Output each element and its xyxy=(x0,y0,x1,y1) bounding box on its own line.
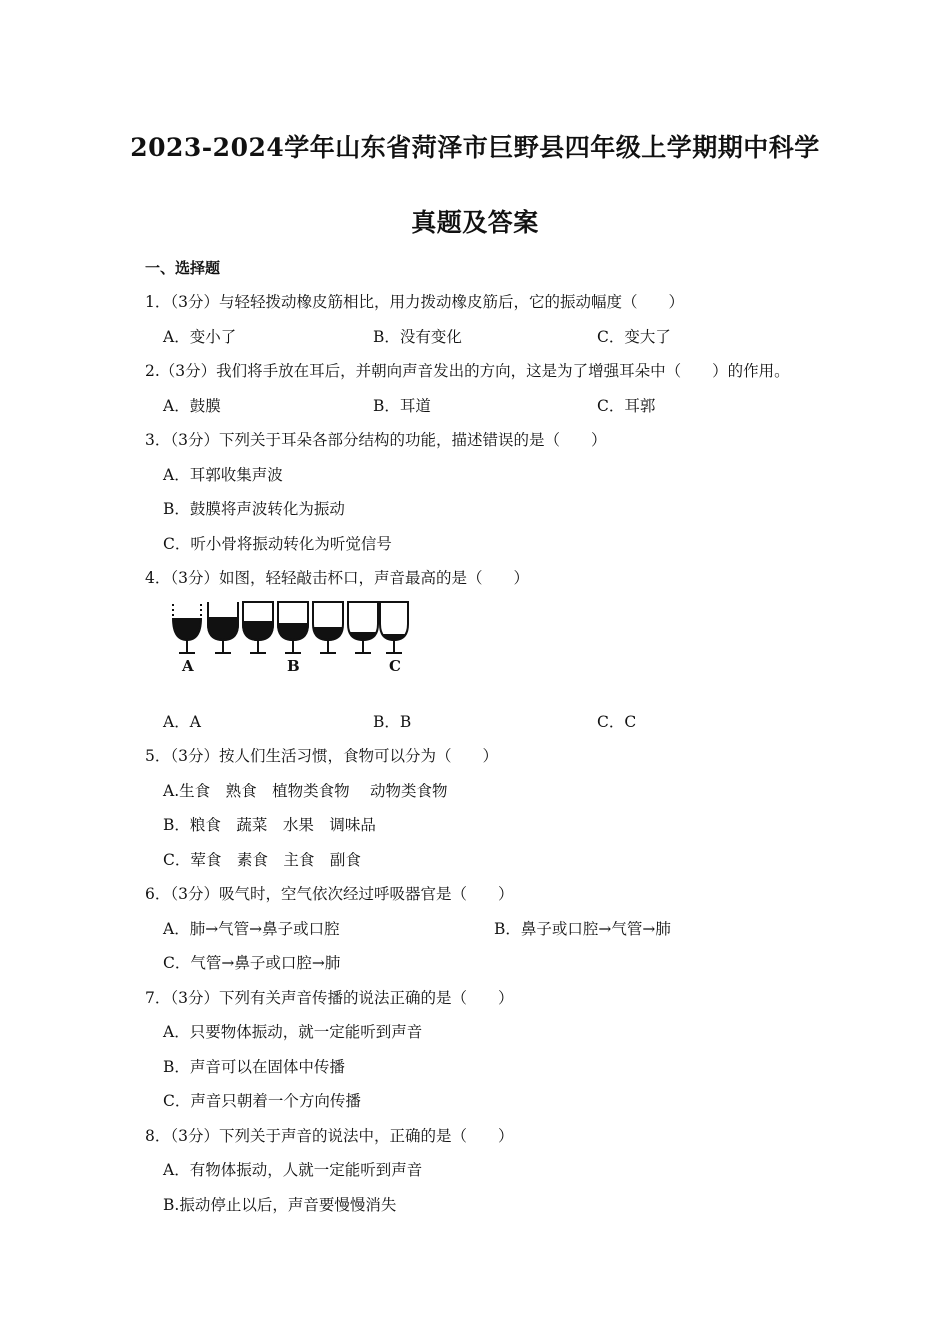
question-4-option-a: A．A xyxy=(163,713,201,731)
question-8-option-a: A．有物体振动，人就一定能听到声音 xyxy=(163,1161,423,1179)
question-1-option-c: C．变大了 xyxy=(597,328,671,346)
question-2-stem: 2.（3分）我们将手放在耳后，并朝向声音发出的方向，这是为了增强耳朵中（ ）的作用。 xyxy=(145,362,790,380)
question-7-option-a: A．只要物体振动，就一定能听到声音 xyxy=(163,1023,423,1041)
question-7-option-b: B．声音可以在固体中传播 xyxy=(163,1058,345,1076)
question-5-option-b: B．粮食 蔬菜 水果 调味品 xyxy=(163,816,376,834)
question-1-stem: 1．（3分）与轻轻拨动橡皮筋相比，用力拨动橡皮筋后，它的振动幅度（ ） xyxy=(145,293,684,311)
cup-label-a: A xyxy=(182,657,194,675)
question-1-option-b: B．没有变化 xyxy=(373,328,462,346)
question-6-stem: 6．（3分）吸气时，空气依次经过呼吸器官是（ ） xyxy=(145,885,514,903)
question-7-stem: 7．（3分）下列有关声音传播的说法正确的是（ ） xyxy=(145,989,514,1007)
question-8-option-b: B.振动停止以后，声音要慢慢消失 xyxy=(163,1196,397,1214)
question-1-option-a: A．变小了 xyxy=(163,328,237,346)
question-8-stem: 8．（3分）下列关于声音的说法中，正确的是（ ） xyxy=(145,1127,514,1145)
question-3-option-c: C．听小骨将振动转化为听觉信号 xyxy=(163,535,392,553)
document-title-line2: 真题及答案 xyxy=(411,208,539,237)
document-title-line1: 2023-2024学年山东省菏泽市巨野县四年级上学期期中科学 xyxy=(130,133,820,162)
cup-4 xyxy=(278,602,308,653)
question-2-option-c: C．耳郭 xyxy=(597,397,656,415)
question-6-option-a: A．肺→气管→鼻子或口腔 xyxy=(163,920,340,938)
question-3-option-b: B．鼓膜将声波转化为振动 xyxy=(163,500,345,518)
question-2-option-b: B．耳道 xyxy=(373,397,431,415)
cup-7 xyxy=(380,602,408,653)
question-3-stem: 3．（3分）下列关于耳朵各部分结构的功能，描述错误的是（ ） xyxy=(145,431,607,449)
question-4-option-c: C．C xyxy=(597,713,637,731)
cup-5 xyxy=(313,602,343,653)
question-5-option-c: C．荤食 素食 主食 副食 xyxy=(163,851,361,869)
question-5-option-a: A.生食 熟食 植物类食物 动物类食物 xyxy=(163,782,448,800)
cup-2 xyxy=(208,602,238,653)
question-6-option-c: C．气管→鼻子或口腔→肺 xyxy=(163,954,341,972)
section-heading: 一、选择题 xyxy=(145,259,221,277)
question-6-option-b: B．鼻子或口腔→气管→肺 xyxy=(494,920,671,938)
cup-3 xyxy=(243,602,273,653)
question-7-option-c: C．声音只朝着一个方向传播 xyxy=(163,1092,361,1110)
question-4-stem: 4．（3分）如图，轻轻敲击杯口，声音最高的是（ ） xyxy=(145,569,529,587)
cups-figure xyxy=(168,598,413,678)
question-4-option-b: B．B xyxy=(373,713,412,731)
question-3-option-a: A．耳郭收集声波 xyxy=(163,466,283,484)
question-5-stem: 5．（3分）按人们生活习惯，食物可以分为（ ） xyxy=(145,747,498,765)
cup-6 xyxy=(348,602,378,653)
question-2-option-a: A．鼓膜 xyxy=(163,397,221,415)
cup-label-c: C xyxy=(389,657,401,675)
cup-1 xyxy=(173,604,201,653)
cup-label-b: B xyxy=(287,657,300,675)
